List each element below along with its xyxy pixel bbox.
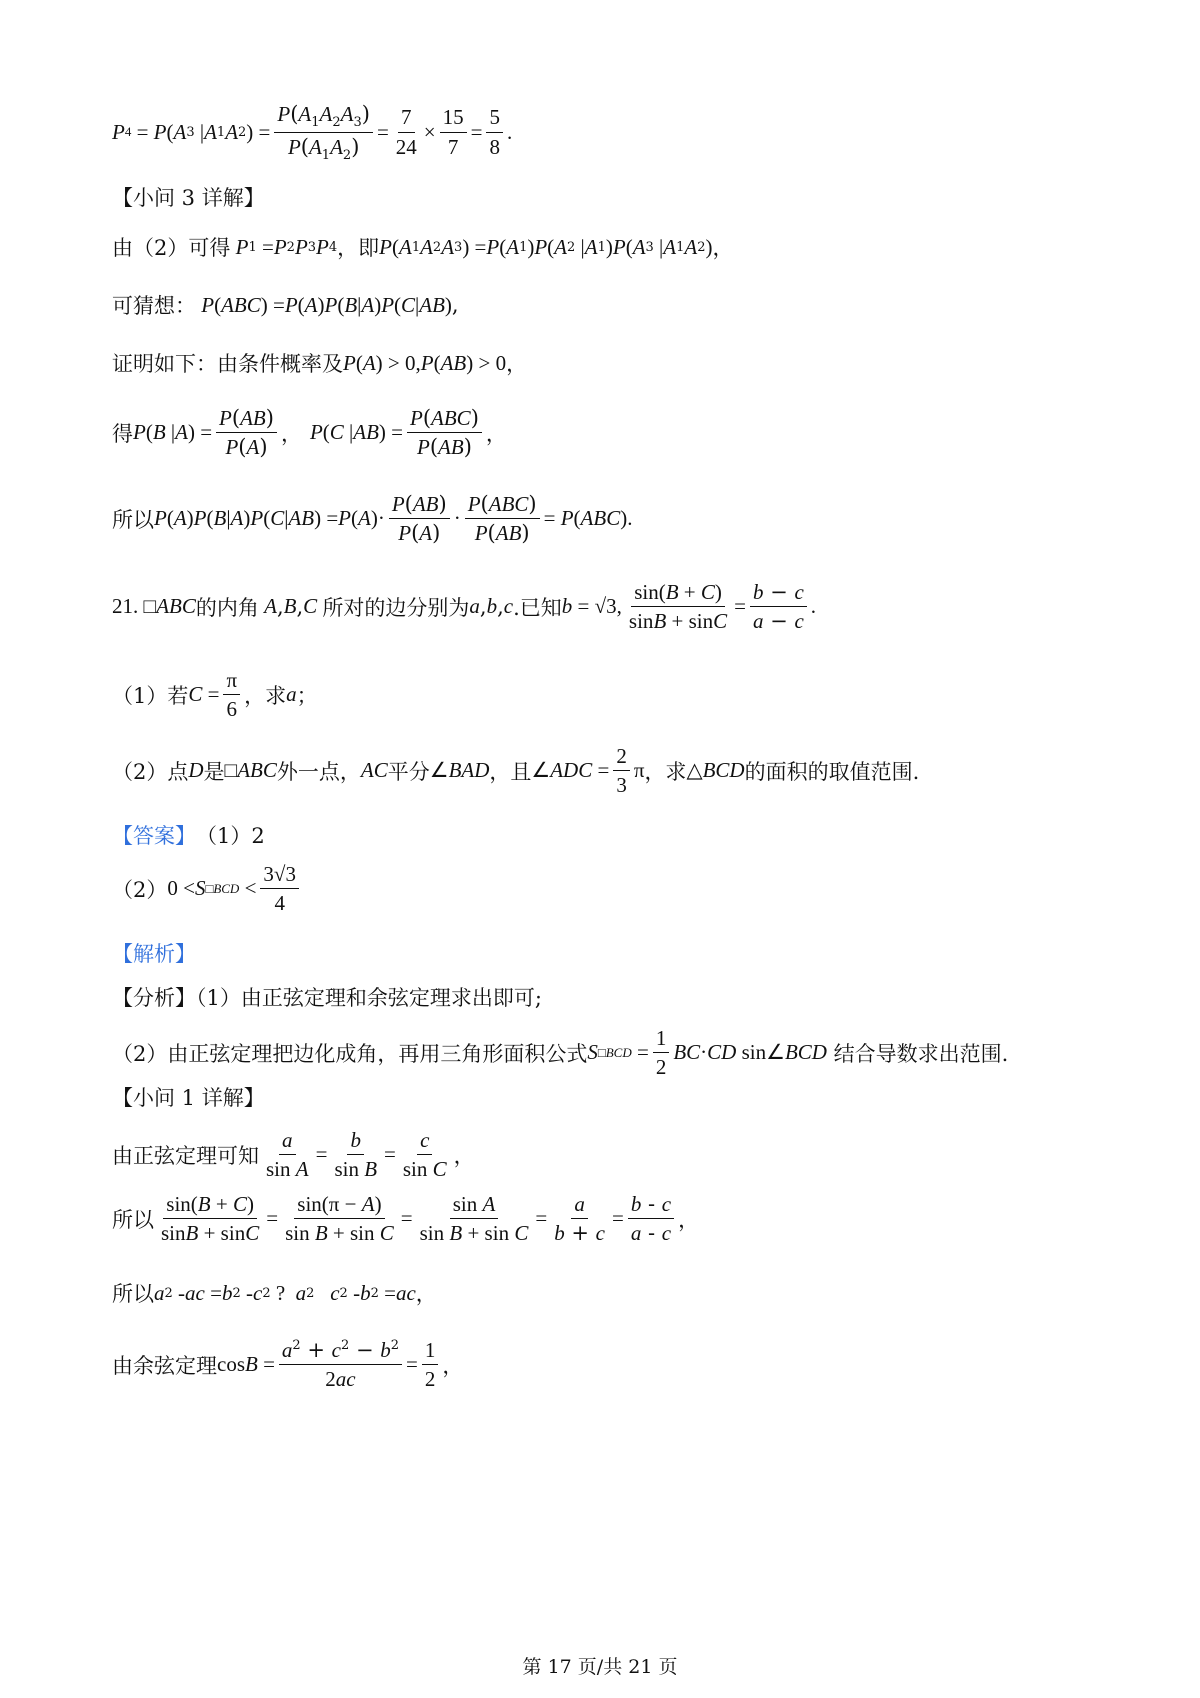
s1-line-2: 所以 $\frac{\sin(B + C)}{\sin B + \sin C}$ = $\frac{\sin(\pi - A)}{\text{sin B + sin C}}$ = $\frac{\text{sin A}}{\text{sin B + sin C}}$ = $\frac{a}{b + c}$ = $\frac{b - c}{a - c}$ ， [112,1192,700,1246]
subquestion-3-heading: 【小问 3 详解】 [112,186,265,210]
s3-line-2: 可猜想： P ( ABC ) = P ( A ) P ( B | A ) P ( C | AB ) , [112,292,459,318]
s3-line-5: 所以 P ( A ) P ( B | A ) P ( C | AB ) = P ( A )· $\frac{P(AB)}{P(A)}$ · $\frac{\text{P(ABC)}}{P(AB)}$ = P ( ABC ). [112,492,633,546]
s1-line-4: 由余弦定理 cos B = $\frac{a^2 + c^2 - b^2}{2ac}$ = $\frac{1}{2}$ ， [112,1338,464,1392]
answer-line-1: 【答案】 （1）2 [112,820,265,850]
s3-line-1: 由（2）可得 P 1 = P 2 P 3 P 4 ，即 P ( A 1 A 2 A 3 ) = P ( A 1 ) P ( A 2 | A 1 ) P ( A 3 | A 1 A 2 ) ， [112,234,734,260]
answer-tag: 【答案】 [112,824,196,848]
page-footer: 第 17 页/共 21 页 [522,1656,678,1678]
q21-part-1: （1）若 C = $\frac{\pi}{6}$ ，求 a ； [112,668,318,722]
s3-line-4: 得 P ( B | A ) = $\frac{P(AB)}{P(A)}$ ， P ( C | AB ) = $\frac{\text{P(ABC)}}{P(AB)}$ ， [112,406,507,460]
subquestion-1-heading: 【小问 1 详解】 [112,1086,265,1110]
s1-line-3: 所以 a 2 - ac = b 2 - c 2 ? a 2 c 2 - b 2 = ac ， [112,1280,437,1306]
s1-line-1: 由正弦定理可知 $\frac{a}{\text{sin A}}$ = $\frac{b}{\text{sin B}}$ = $\frac{c}{\text{sin C}}$ ， [112,1128,475,1182]
fenxi-line-1: 【分析】（1）由正弦定理和余弦定理求出即可; [112,986,542,1010]
s3-line-3: 证明如下：由条件概率及 P ( A ) > 0, P ( AB ) > 0 ， [112,350,528,376]
p4-formula: P 4 = P ( A 3 | A 1 A 2 ) = $\frac{P(A_1A_2A_3)}{P(A_1A_2)}$ = $\frac{7}{24}$ × $\frac{15}{7}$ = $\frac{5}{8}$ . [112,102,513,163]
fenxi-line-2: （2）由正弦定理把边化成角，再用三角形面积公式 S □BCD = $\frac{1}{2}$ BC · CD sin∠ BCD 结合导数求出范围. [112,1026,1009,1080]
question-21: 21. □ ABC 的内角 A , B , C 所对的边分别为 a , b , c .已知 b = √3, $\frac{\sin(B + C)}{\sin B + \sin C}$ = $\frac{b - c}{a - c}$ . [112,580,817,634]
q21-part-2: （2）点 D 是 □ ABC 外一点， AC 平分 ∠ BAD ，且 ∠ ADC = $\frac{2}{3}$ π ，求 △ BCD 的面积的取值范围. [112,744,920,798]
analysis-tag: 【解析】 [112,942,196,966]
answer-line-2: （2） 0 < S □BCD < $\frac{3√3}{4}$ [112,860,303,918]
